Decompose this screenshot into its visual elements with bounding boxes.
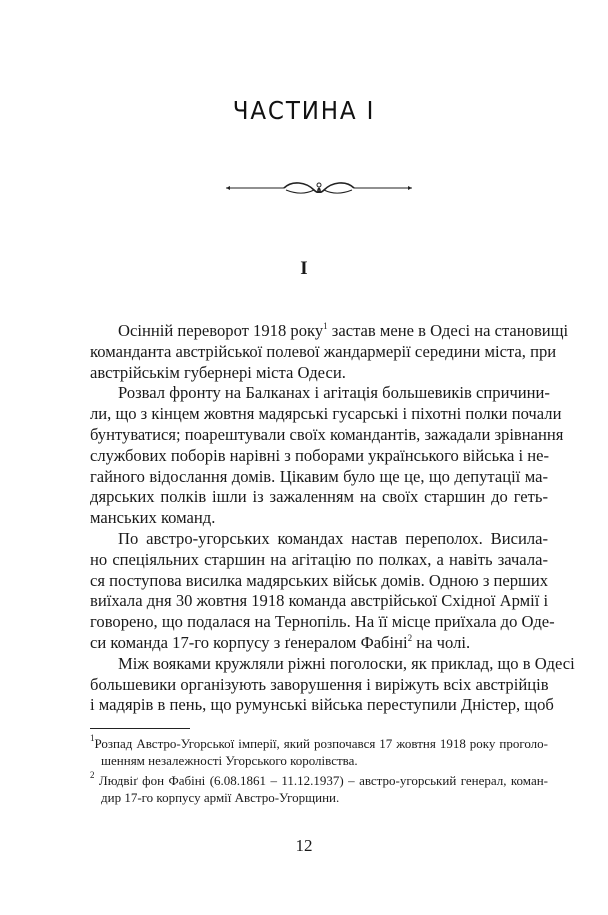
part-title: ЧАСТИНА I [232,96,376,125]
footnote-line-container [90,735,548,752]
footnote-line-container [90,772,548,789]
footnote-line: дир 17-го корпусу армії Австро-Угорщини. [101,790,340,805]
text-line: Між вояками кружляли ріжні поголоски, як приклад, що в Одесі [118,653,575,673]
text-line: Розвал фронту на Балканах і агітація большевиків спричини- [118,383,550,403]
text-line: большевики організують заворушення і виріжуть всіх австрійців [90,674,549,694]
footnote-line: шенням незалежності Угорського королівства. [101,753,358,768]
text-line: команданта австрійської полевої жандармерії середини міста, при [90,341,557,361]
text-line: на чолі. [416,632,471,652]
text-line: австрійськім губернері міста Одеси. [90,362,346,382]
footnote-line: Розпад Австро-Угорської імперії, який розпочався 17 жовтня 1918 року проголо- [94,736,548,751]
ornament-divider-icon [224,178,414,198]
page-number: 12 [295,836,313,855]
text-line-container [90,321,569,342]
footnote-mark: 1 [90,733,95,743]
text-line: гайного відослання домів. Цікавим було ще це, що депутації ма- [90,466,548,486]
footnote-mark: 2 [90,770,95,780]
footnote-line: Людвіґ фон Фабіні (6.08.1861 – 11.12.1937) – австро-угорський генерал, коман- [98,773,548,788]
chapter-number: I [300,258,308,279]
text-line: ся поступова висилка мадярських військ домів. Одною з перших [90,570,549,590]
footnote-ref[interactable]: 2 [407,632,413,643]
text-line: і мадярів в пень, що румунські війська переступили Дністер, щоб [90,695,554,715]
footnote-ref[interactable]: 1 [323,321,328,331]
footnote [90,772,548,806]
text-line: бунтуватися; поарештували своїх командантів, зажадали зрівнання [90,424,564,444]
text-line: службових поборів нарівні з поборами українського війська і не- [90,445,550,465]
text-line: си команда 17-го корпусу з ґенералом Фабіні [90,632,408,652]
footnote-divider [90,728,190,729]
text-line: дярських полків ішли із зажаленням на своїх старшин до геть- [90,487,548,507]
text-line: ли, що з кінцем жовтня мадярські гусарські і піхотні полки почали [90,404,562,424]
text-line: говорено, що подалася на Тернопіль. На її місце приїхала до Оде- [90,612,555,632]
text-line-container [90,633,548,654]
paragraph [90,321,569,383]
footnote [90,735,548,769]
text-line: По австро-угорських командах настав переполох. Висила- [118,528,548,548]
text-line: но спеціяльних старшин на агітацію по полках, а навіть зачала- [90,549,548,569]
paragraph [90,383,564,529]
paragraph [90,653,575,716]
body-text [90,321,575,716]
text-line: Осінній переворот 1918 року [118,321,324,340]
footnotes [90,735,548,809]
text-line: манських команд. [90,508,216,528]
text-line: виїхала дня 30 жовтня 1918 команда австрійської Східної Армії і [90,591,549,611]
paragraph [90,528,555,654]
text-line: застав мене в Одесі на становищі [331,321,569,340]
